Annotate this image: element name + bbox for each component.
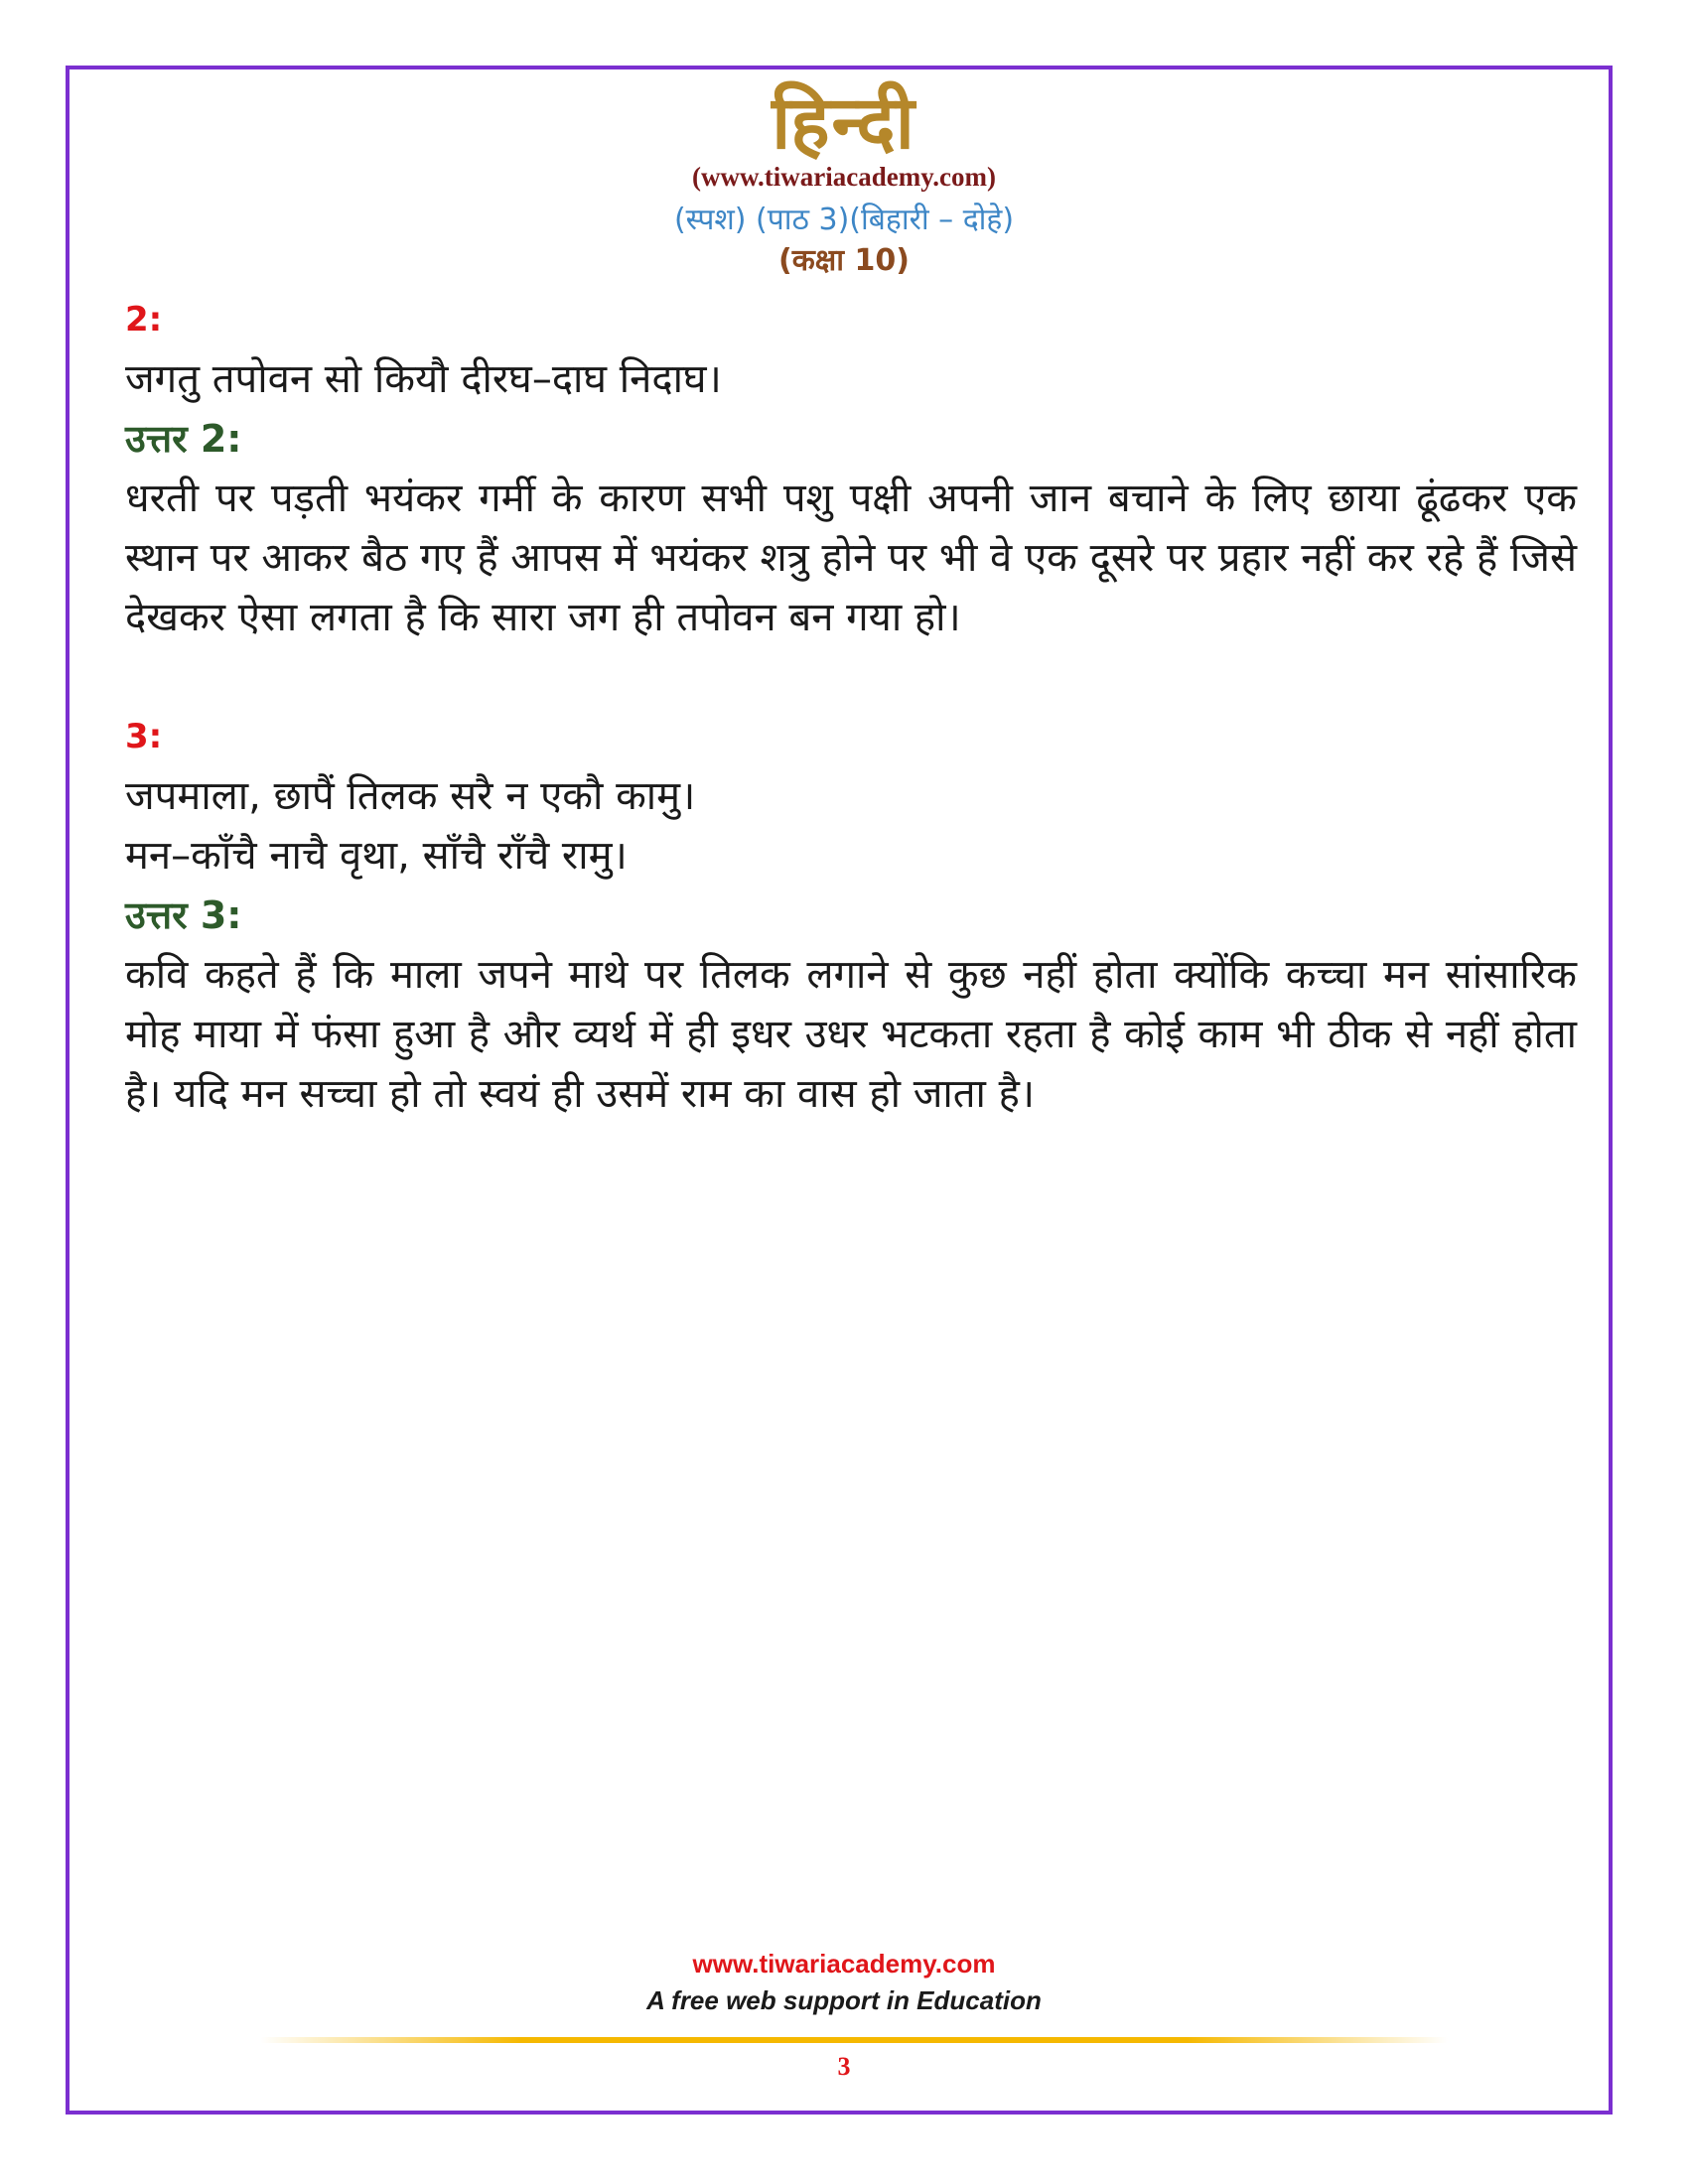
verse-line: जपमाला, छापैं तिलक सरै न एकौ कामु। <box>125 773 696 819</box>
lesson-subtitle: (स्पश) (पाठ 3)(बिहारी – दोहे) <box>673 203 1015 237</box>
question-section-2 <box>125 290 1577 647</box>
class-label: (कक्षा 10) <box>778 243 910 278</box>
answer-heading: उत्तर 3: <box>125 893 242 937</box>
main-content <box>125 290 1577 1124</box>
question-number: 3: <box>125 717 163 756</box>
section-spacer <box>125 647 1577 707</box>
question-section-3 <box>125 707 1577 1124</box>
question-number: 2: <box>125 300 163 340</box>
header-website: (www.tiwariacademy.com) <box>692 162 996 192</box>
verse-line: जगतु तपोवन सो कियौ दीरघ–दाघ निदाघ। <box>125 356 722 402</box>
answer-heading: उत्तर 2: <box>125 417 242 461</box>
footer-divider <box>260 2037 1448 2043</box>
footer-tagline: A free web support in Education <box>646 1985 1042 2015</box>
answer-text: कवि कहते हैं कि माला जपने माथे पर तिलक लगाने से कुछ नहीं होता क्योंकि कच्चा मन सांसारिक मोह माया में फंसा हुआ है और व्यर्थ में ही इधर उधर भटकता रहता है कोई काम भी ठीक से नहीं होता है। यदि मन सच्चा हो तो स्वयं ही उसमें राम का वास हो जाता है। <box>125 952 1577 1117</box>
answer-text: धरती पर पड़ती भयंकर गर्मी के कारण सभी पशु पक्षी अपनी जान बचाने के लिए छाया ढूंढकर एक स्थान पर आकर बैठ गए हैं आपस में भयंकर शत्रु होने पर भी वे एक दूसरे पर प्रहार नहीं कर रहे हैं जिसे देखकर ऐसा लगता है कि सारा जग ही तपोवन बन गया हो। <box>125 476 1577 640</box>
page-title: हिन्दी <box>772 80 916 166</box>
page-number: 3 <box>837 2052 851 2081</box>
verse-line: मन–काँचै नाचै वृथा, साँचै राँचै रामु। <box>125 833 628 879</box>
footer-website-link[interactable]: www.tiwariacademy.com <box>692 1949 996 1979</box>
